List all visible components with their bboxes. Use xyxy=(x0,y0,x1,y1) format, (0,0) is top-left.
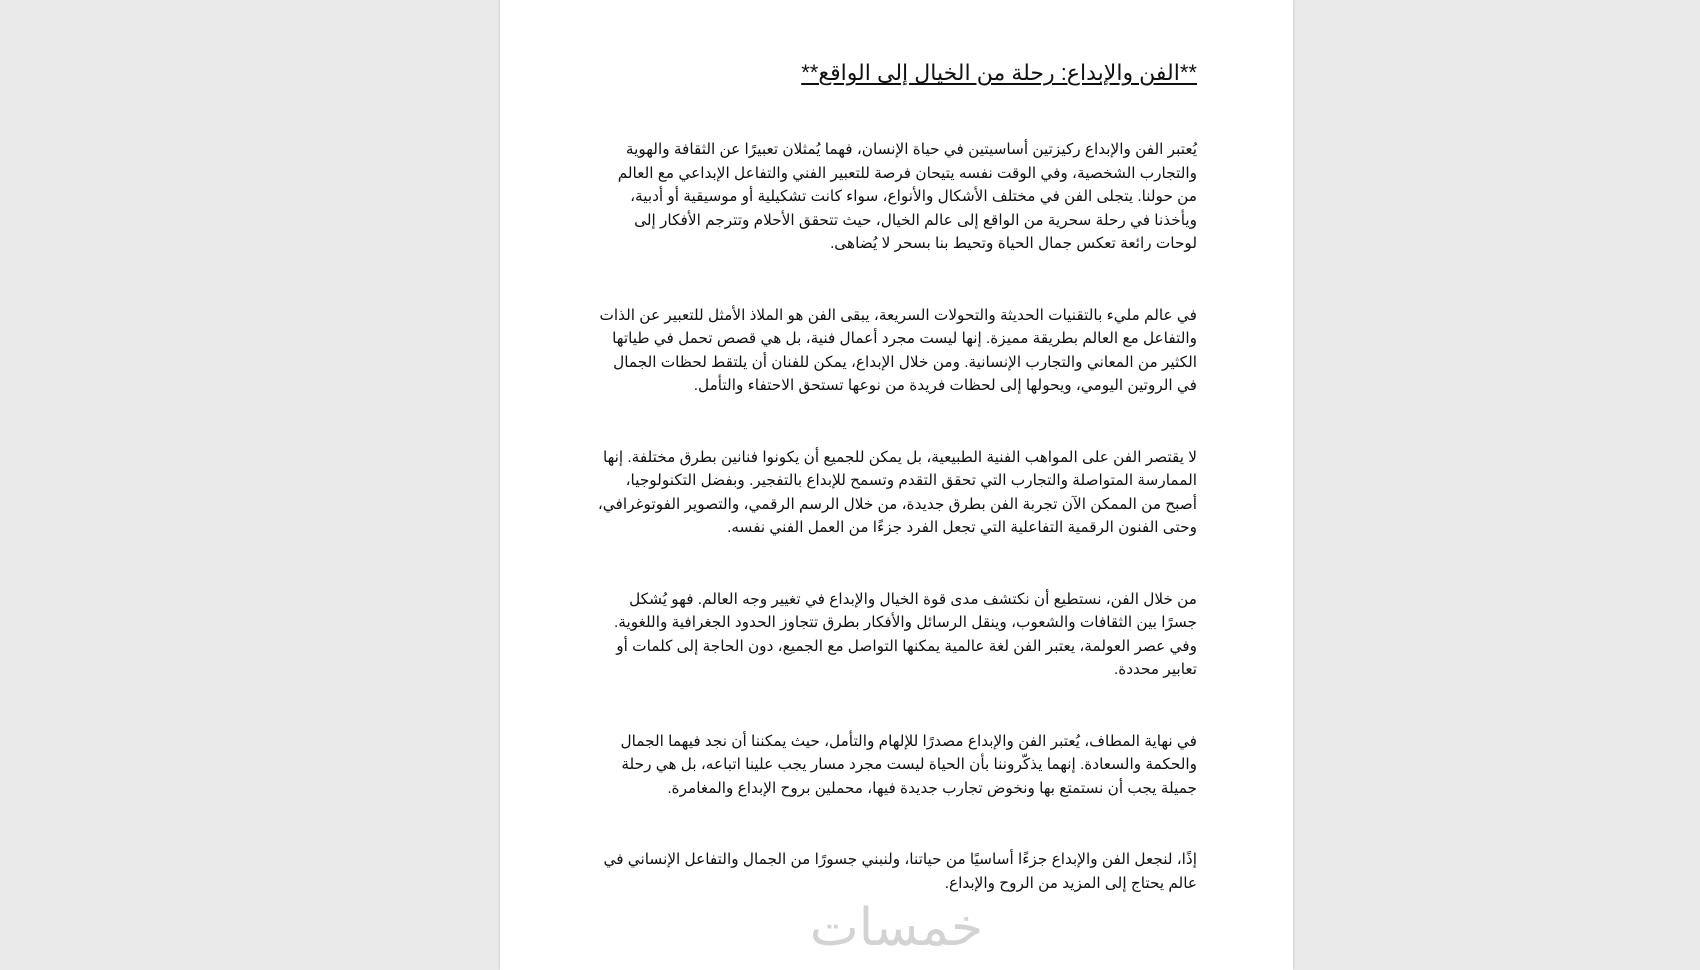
khamsat-watermark: خمسات xyxy=(809,898,984,958)
paragraph-5: في نهاية المطاف، يُعتبر الفن والإبداع مصدرًا للإلهام والتأمل، حيث يمكننا أن نجد فيهما الجمال والحكمة والسعادة. إنهما يذكّروننا بأن الحياة ليست مجرد مسار يجب علينا اتباعه، بل هي رحلة جميلة يجب أن نستمتع بها ونخوض تجارب جديدة فيها، محملين بروح الإبداع والمغامرة. xyxy=(620,732,1197,797)
paragraph-6: إذًا، لنجعل الفن والإبداع جزءًا أساسيًا من حياتنا، ولنبني جسورًا من الجمال والتفاعل الإنساني في عالم يحتاج إلى المزيد من الروح والإبداع. xyxy=(603,851,1197,892)
paragraph-4: من خلال الفن، نستطيع أن نكتشف مدى قوة الخيال والإبداع في تغيير وجه العالم. فهو يُشكل جسرًا بين الثقافات والشعوب، وينقل الرسائل والأفكار بطرق تتجاوز الحدود الجغرافية واللغوية. وفي عصر العولمة، يعتبر الفن لغة عالمية يمكنها التواصل مع الجميع، دون الحاجة إلى كلمات أو تعابير محددة. xyxy=(614,590,1197,678)
paragraph-3: لا يقتصر الفن على المواهب الفنية الطبيعية، بل يمكن للجميع أن يكونوا فنانين بطرق مختلفة. إنها الممارسة المتواصلة والتجارب التي تحقق التقدم وتسمح للإبداع بالتفجير. وبفضل التكنولوجيا، أصبح من الممكن الآن تجربة الفن بطرق جديدة، من خلال الرسم الرقمي، والتصوير الفوتوغرافي، وحتى الفنون الرقمية التفاعلية التي تجعل الفرد جزءًا من العمل الفني نفسه. xyxy=(597,448,1197,536)
document-content xyxy=(597,56,1197,943)
paragraph-1: يُعتبر الفن والإبداع ركيزتين أساسيتين في حياة الإنسان، فهما يُمثلان تعبيرًا عن الثقافة والهوية والتجارب الشخصية، وفي الوقت نفسه يتيحان فرصة للتعبير الفني والتفاعل الإبداعي مع العالم من حولنا. يتجلى الفن في مختلف الأشكال والأنواع، سواء كانت تشكيلية أو موسيقية أو أدبية، ويأخذنا في رحلة سحرية من الواقع إلى عالم الخيال، حيث تتحقق الأحلام وتترجم الأفكار إلى لوحات رائعة تعكس جمال الحياة وتحيط بنا بسحر لا يُضاهى. xyxy=(617,141,1197,252)
document-title: **الفن والإبداع: رحلة من الخيال إلى الواقع** xyxy=(801,60,1197,85)
document-page xyxy=(500,0,1293,970)
paragraph-2: في عالم مليء بالتقنيات الحديثة والتحولات السريعة، يبقى الفن هو الملاذ الأمثل للتعبير عن الذات والتفاعل مع العالم بطريقة مميزة. إنها ليست مجرد أعمال فنية، بل هي قصص تحمل في طياتها الكثير من المعاني والتجارب الإنسانية. ومن خلال الإبداع، يمكن للفنان أن يلتقط لحظات الجمال في الروتين اليومي، ويحولها إلى لحظات فريدة من نوعها تستحق الاحتفاء والتأمل. xyxy=(599,306,1197,394)
